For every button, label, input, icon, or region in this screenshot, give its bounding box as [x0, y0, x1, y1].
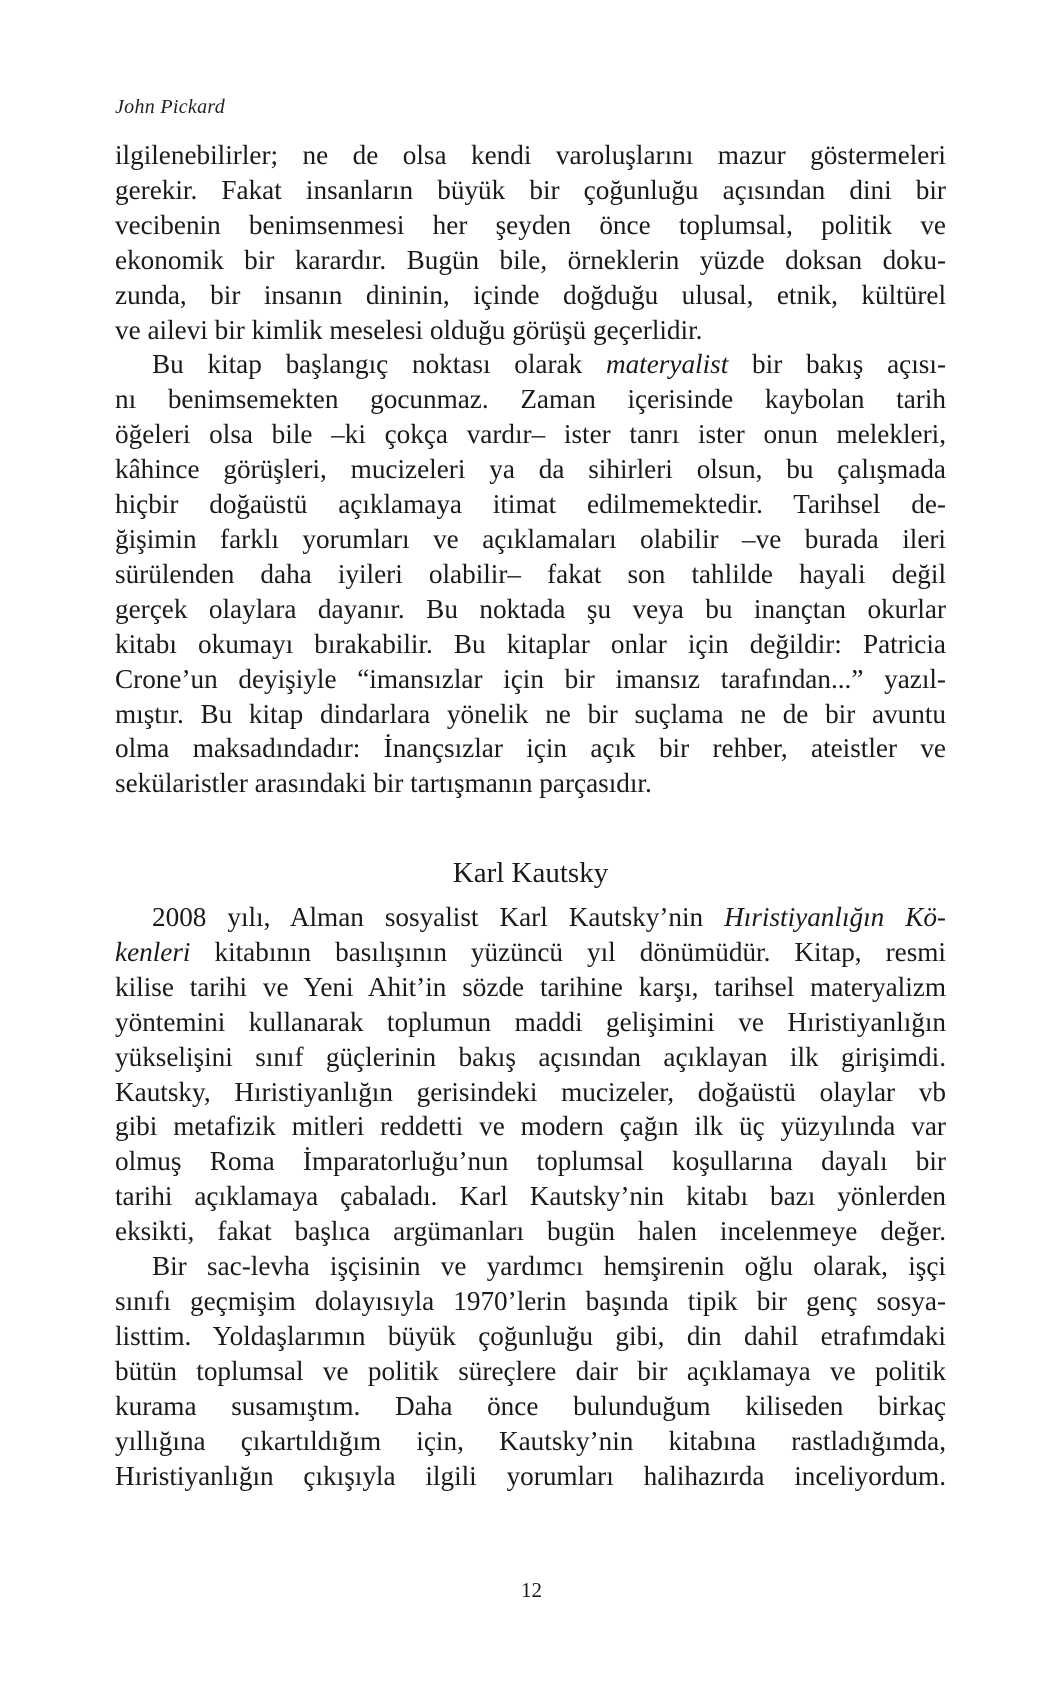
paragraph-line: gibi metafizik mitleri reddetti ve modern çağın ilk üç yüzyılında var — [115, 1111, 946, 1142]
emphasis-text: Hıristiyanlığın Kö- — [724, 902, 946, 932]
paragraph-line: kurama susamıştım. Daha önce bulunduğum kiliseden birkaç — [115, 1390, 946, 1421]
paragraph-line: ğişimin farklı yorumları ve açıklamaları olabilir –ve burada ileri — [115, 523, 946, 554]
paragraph-2 — [115, 347, 946, 801]
paragraph-line — [115, 935, 946, 970]
paragraph-line: Hıristiyanlığın çıkışıyla ilgili yorumları halihazırda inceliyordum. — [115, 1460, 946, 1491]
paragraph-1 — [115, 138, 946, 347]
paragraph-line: Kautsky, Hıristiyanlığın gerisindeki mucizeler, doğaüstü olaylar vb — [115, 1076, 946, 1107]
paragraph-line: hiçbir doğaüstü açıklamaya itimat edilmemektedir. Tarihsel de- — [115, 489, 946, 520]
paragraph-line: nı benimsemekten gocunmaz. Zaman içerisinde kaybolan tarih — [115, 384, 946, 415]
paragraph-line — [115, 900, 946, 935]
paragraph-line: sürülenden daha iyileri olabilir– fakat son tahlilde hayali değil — [115, 558, 946, 589]
text-run: bir bakış açısı- — [728, 349, 946, 380]
paragraph-line: yükselişini sınıf güçlerinin bakış açısından açıklayan ilk girişimdi. — [115, 1041, 946, 1072]
paragraph-line: sekülaristler arasındaki bir tartışmanın parçasıdır. — [115, 768, 652, 799]
paragraph-line — [115, 347, 946, 382]
paragraph-line: kitabı okumayı bırakabilir. Bu kitaplar onlar için değildir: Patricia — [115, 628, 946, 659]
text-block-bottom — [115, 900, 946, 1493]
paragraph-line: kilise tarihi ve Yeni Ahit’in sözde tarihine karşı, tarihsel materyalizm — [115, 971, 946, 1002]
paragraph-line: listtim. Yoldaşlarımın büyük çoğunluğu gibi, din dahil etrafımdaki — [115, 1320, 946, 1351]
paragraph-line: Bir sac-levha işçisinin ve yardımcı hemşirenin oğlu olarak, işçi — [152, 1251, 946, 1282]
text-run: kitabının basılışının yüzüncü yıl dönümüdür. Kitap, resmi — [190, 936, 946, 967]
paragraph-line: ilgilenebilirler; ne de olsa kendi varoluşlarını mazur göstermeleri — [115, 140, 946, 170]
paragraph-line: ve ailevi bir kimlik meselesi olduğu görüşü geçerlidir. — [115, 314, 703, 345]
paragraph-3 — [115, 900, 946, 1249]
paragraph-line: bütün toplumsal ve politik süreçlere dair bir açıklamaya ve politik — [115, 1355, 946, 1386]
paragraph-line: zunda, bir insanın dininin, içinde doğduğu ulusal, etnik, kültürel — [115, 279, 946, 310]
paragraph-line: yıllığına çıkartıldığım için, Kautsky’nin kitabına rastladığımda, — [115, 1425, 946, 1456]
paragraph-line: sınıfı geçmişim dolayısıyla 1970’lerin başında tipik bir genç sosya- — [115, 1285, 946, 1316]
paragraph-line: Crone’un deyişiyle “imansızlar için bir imansız tarafından...” yazıl- — [115, 663, 946, 694]
text-block-top — [115, 138, 946, 801]
paragraph-4 — [115, 1249, 946, 1493]
paragraph-line: vecibenin benimsenmesi her şeyden önce toplumsal, politik ve — [115, 209, 946, 240]
page-number: 12 — [521, 1578, 542, 1602]
paragraph-line: olmuş Roma İmparatorluğu’nun toplumsal koşullarına dayalı bir — [115, 1146, 946, 1177]
emphasis-text: materyalist — [605, 349, 729, 380]
paragraph-line: olma maksadındadır: İnançsızlar için açık bir rehber, ateistler ve — [115, 733, 946, 764]
running-header-author: John Pickard — [115, 96, 226, 118]
paragraph-line: gerçek olaylara dayanır. Bu noktada şu veya bu inançtan okurlar — [115, 593, 946, 624]
text-run: 2008 yılı, Alman sosyalist Karl Kautsky’nin — [152, 902, 725, 932]
paragraph-line: tarihi açıklamaya çabaladı. Karl Kautsky’nin kitabı bazı yönlerden — [115, 1181, 946, 1212]
paragraph-line: mıştır. Bu kitap dindarlara yönelik ne bir suçlama ne de bir avuntu — [115, 698, 946, 729]
section-heading: Karl Kautsky — [452, 857, 609, 889]
paragraph-line: ekonomik bir karardır. Bugün bile, örneklerin yüzde doksan doku- — [115, 244, 946, 275]
emphasis-text: kenleri — [115, 936, 191, 967]
paragraph-line: öğeleri olsa bile –ki çokça vardır– ister tanrı ister onun melekleri, — [115, 419, 946, 450]
paragraph-line: eksikti, fakat başlıca argümanları bugün halen incelenmeye değer. — [115, 1216, 946, 1247]
paragraph-line: yöntemini kullanarak toplumun maddi gelişimini ve Hıristiyanlığın — [115, 1006, 946, 1037]
text-run: Bu kitap başlangıç noktası olarak — [152, 349, 606, 380]
paragraph-line: kâhince görüşleri, mucizeleri ya da sihirleri olsun, bu çalışmada — [115, 454, 946, 485]
paragraph-line: gerekir. Fakat insanların büyük bir çoğunluğu açısından dini bir — [115, 174, 946, 205]
